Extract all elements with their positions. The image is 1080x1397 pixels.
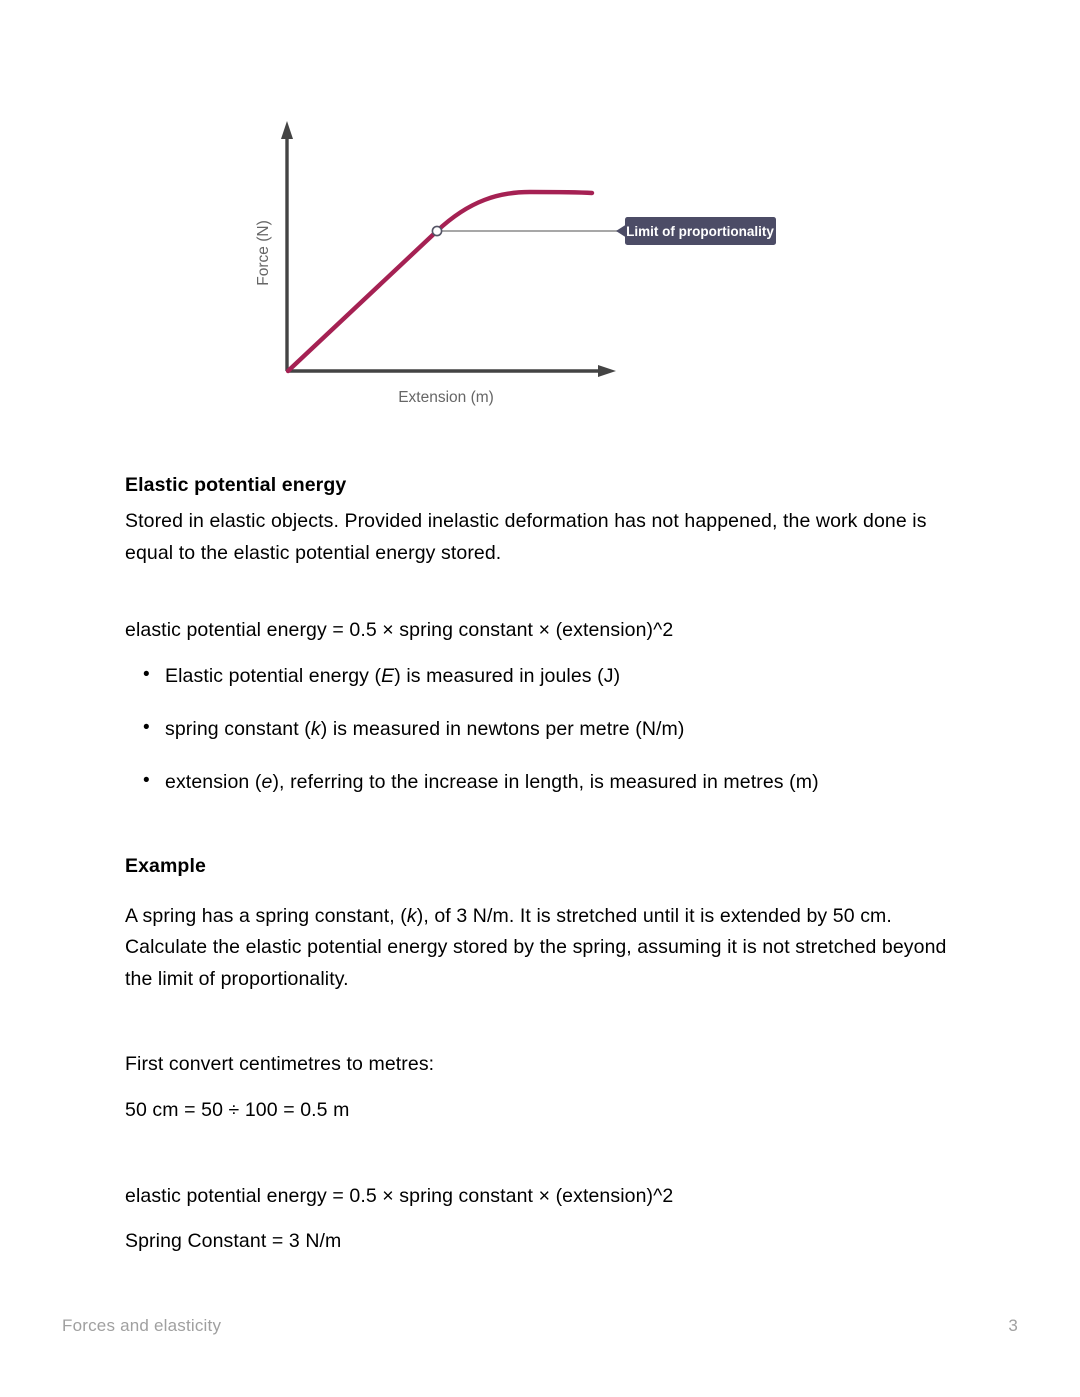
formula-elastic-potential-energy-repeat: elastic potential energy = 0.5 × spring constant × (extension)^2 <box>125 1184 674 1207</box>
paragraph-elastic-potential-energy: Stored in elastic objects. Provided inelastic deformation has not happened, the work done is equal to the elastic potential energy stored. <box>125 510 927 564</box>
example-text-post: ), of 3 N/m. It is stretched until it is extended by 50 cm. Calculate the elastic potential energy stored by the spring, assuming it is not stretched beyond the limit of proportionality. <box>125 904 947 990</box>
limit-of-proportionality-marker <box>432 226 441 235</box>
formula-elastic-potential-energy: elastic potential energy = 0.5 × spring constant × (extension)^2 <box>125 619 674 642</box>
bullet-text-post: ) is measured in joules (J) <box>394 664 621 687</box>
paragraph-convert-intro: First convert centimetres to metres: <box>125 1053 435 1076</box>
example-variable: k <box>406 904 417 927</box>
list-item <box>125 714 975 745</box>
spring-constant-value: Spring Constant = 3 N/m <box>125 1230 342 1253</box>
heading-elastic-potential-energy: Elastic potential energy <box>125 474 347 496</box>
units-bullet-list <box>125 661 975 799</box>
bullet-text-pre: Elastic potential energy ( <box>165 664 382 687</box>
list-item <box>125 661 975 692</box>
force-extension-svg <box>0 0 1080 430</box>
y-axis-arrowhead <box>281 121 293 139</box>
footer-title: Forces and elasticity <box>62 1316 222 1335</box>
x-axis-arrowhead <box>598 365 616 377</box>
callout-label: Limit of proportionality <box>626 224 774 239</box>
bullet-text-pre: extension ( <box>165 771 262 794</box>
document-content <box>125 470 975 1258</box>
bullet-variable: E <box>381 664 395 687</box>
example-text-pre: A spring has a spring constant, ( <box>125 904 407 927</box>
calculation-convert: 50 cm = 50 ÷ 100 = 0.5 m <box>125 1099 350 1122</box>
force-extension-curve <box>288 192 592 371</box>
bullet-variable: e <box>261 771 273 794</box>
bullet-text-pre: spring constant ( <box>165 718 311 741</box>
bullet-variable: k <box>310 718 321 741</box>
x-axis-label: Extension (m) <box>398 389 494 406</box>
y-axis-label: Force (N) <box>255 220 272 286</box>
bullet-text-post: ), referring to the increase in length, is measured in metres (m) <box>272 771 819 794</box>
heading-example: Example <box>125 854 206 877</box>
bullet-text-post: ) is measured in newtons per metre (N/m) <box>320 718 685 741</box>
list-item <box>125 767 975 798</box>
page-footer <box>62 1316 1018 1336</box>
force-extension-figure <box>0 0 1080 430</box>
page-number: 3 <box>1008 1316 1018 1335</box>
paragraph-example <box>125 901 975 996</box>
